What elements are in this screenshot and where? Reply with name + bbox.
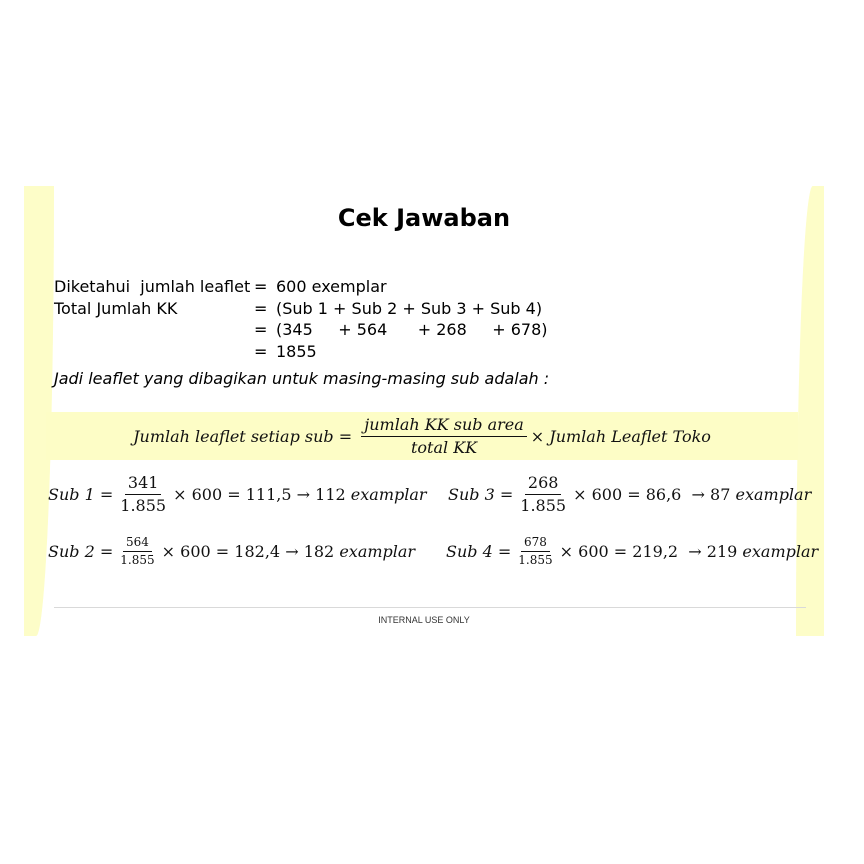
sub-unit: examplar	[350, 484, 427, 504]
sub-denominator: 1.855	[520, 495, 567, 515]
arrow-icon: →	[296, 484, 311, 504]
slide-title: Cek Jawaban	[337, 204, 511, 232]
sub-multiplier: 600	[191, 484, 223, 504]
sub-multiplier: 600	[578, 542, 609, 562]
equals-sign: =	[215, 542, 230, 562]
given-value: (345 + 564 + 268 + 678)	[276, 320, 548, 339]
sub-name: Sub 3	[448, 484, 495, 504]
sub-result: 111,5	[245, 484, 292, 504]
sub-rounded: 112	[315, 484, 346, 504]
sub-multiplier: 600	[180, 542, 211, 562]
general-formula	[133, 416, 711, 456]
sub-rounded: 182	[303, 542, 335, 562]
sub-unit: examplar	[339, 542, 416, 562]
equals-sign: =	[499, 484, 514, 504]
right-decoration	[796, 186, 824, 636]
sub-name: Sub 1	[48, 484, 95, 504]
equals-sign: =	[497, 542, 512, 562]
given-value: (Sub 1 + Sub 2 + Sub 3 + Sub 4)	[276, 298, 543, 318]
given-row	[54, 298, 548, 320]
given-row	[54, 276, 548, 298]
left-decoration	[24, 186, 54, 636]
given-equals: =	[254, 298, 268, 318]
given-equals: =	[254, 277, 268, 296]
conclusion-text: Jadi leaflet yang dibagikan untuk masing-masing sub adalah :	[54, 369, 550, 388]
given-equals: =	[254, 320, 268, 339]
given-label: Diketahui jumlah leaflet	[54, 277, 251, 296]
slide	[24, 186, 824, 636]
given-value: 1855	[276, 341, 317, 361]
sub-result: 219,2	[632, 542, 679, 562]
given-label: Total Jumlah KK	[54, 298, 178, 318]
sub-multiplier: 600	[591, 484, 623, 504]
given-equals: =	[254, 341, 268, 361]
sub-numerator: 564	[123, 536, 152, 552]
times-sign: ×	[161, 542, 176, 562]
sub-fraction	[117, 536, 157, 567]
given-block	[54, 276, 548, 362]
footer-label: INTERNAL USE ONLY	[378, 615, 470, 625]
sub-denominator: 1.855	[120, 495, 167, 515]
sub-numerator: 341	[125, 474, 162, 495]
arrow-icon: →	[688, 542, 702, 562]
equals-sign: =	[613, 542, 628, 562]
sub-rounded: 219	[706, 542, 738, 562]
formula-highlight	[46, 412, 798, 460]
sub-3-calculation	[448, 474, 811, 514]
given-row	[54, 341, 548, 363]
sub-result: 182,4	[234, 542, 281, 562]
equals-sign: =	[627, 484, 641, 504]
given-value: 600 exemplar	[276, 277, 387, 296]
sub-rounded: 87	[710, 484, 731, 504]
formula-rhs: Jumlah Leaflet Toko	[549, 426, 711, 446]
formula-equals: =	[338, 426, 353, 446]
formula-fraction	[361, 416, 527, 456]
formula-times: ×	[530, 426, 545, 446]
times-sign: ×	[173, 484, 187, 504]
sub-2-calculation	[48, 536, 415, 567]
equals-sign: =	[99, 542, 114, 562]
formula-denominator: total KK	[410, 437, 478, 457]
sub-unit: examplar	[742, 542, 819, 562]
sub-name: Sub 4	[446, 542, 493, 562]
sub-4-calculation	[446, 536, 818, 567]
sub-numerator: 678	[521, 536, 550, 552]
sub-fraction	[515, 536, 555, 567]
sub-unit: examplar	[735, 484, 812, 504]
equals-sign: =	[99, 484, 114, 504]
arrow-icon: →	[285, 542, 299, 562]
given-row	[54, 319, 548, 341]
times-sign: ×	[573, 484, 587, 504]
footer-divider	[54, 607, 806, 608]
arrow-icon: →	[691, 484, 705, 504]
sub-denominator: 1.855	[518, 553, 553, 568]
sub-result: 86,6	[645, 484, 682, 504]
sub-fraction	[117, 474, 169, 514]
sub-fraction	[517, 474, 569, 514]
formula-lhs: Jumlah leaflet setiap sub	[133, 426, 334, 446]
given-label	[54, 341, 254, 363]
formula-numerator: jumlah KK sub area	[361, 416, 527, 437]
sub-denominator: 1.855	[120, 553, 155, 568]
given-label	[54, 319, 254, 341]
times-sign: ×	[559, 542, 574, 562]
equals-sign: =	[227, 484, 241, 504]
sub-1-calculation	[48, 474, 427, 514]
sub-numerator: 268	[525, 474, 562, 495]
sub-name: Sub 2	[48, 542, 95, 562]
